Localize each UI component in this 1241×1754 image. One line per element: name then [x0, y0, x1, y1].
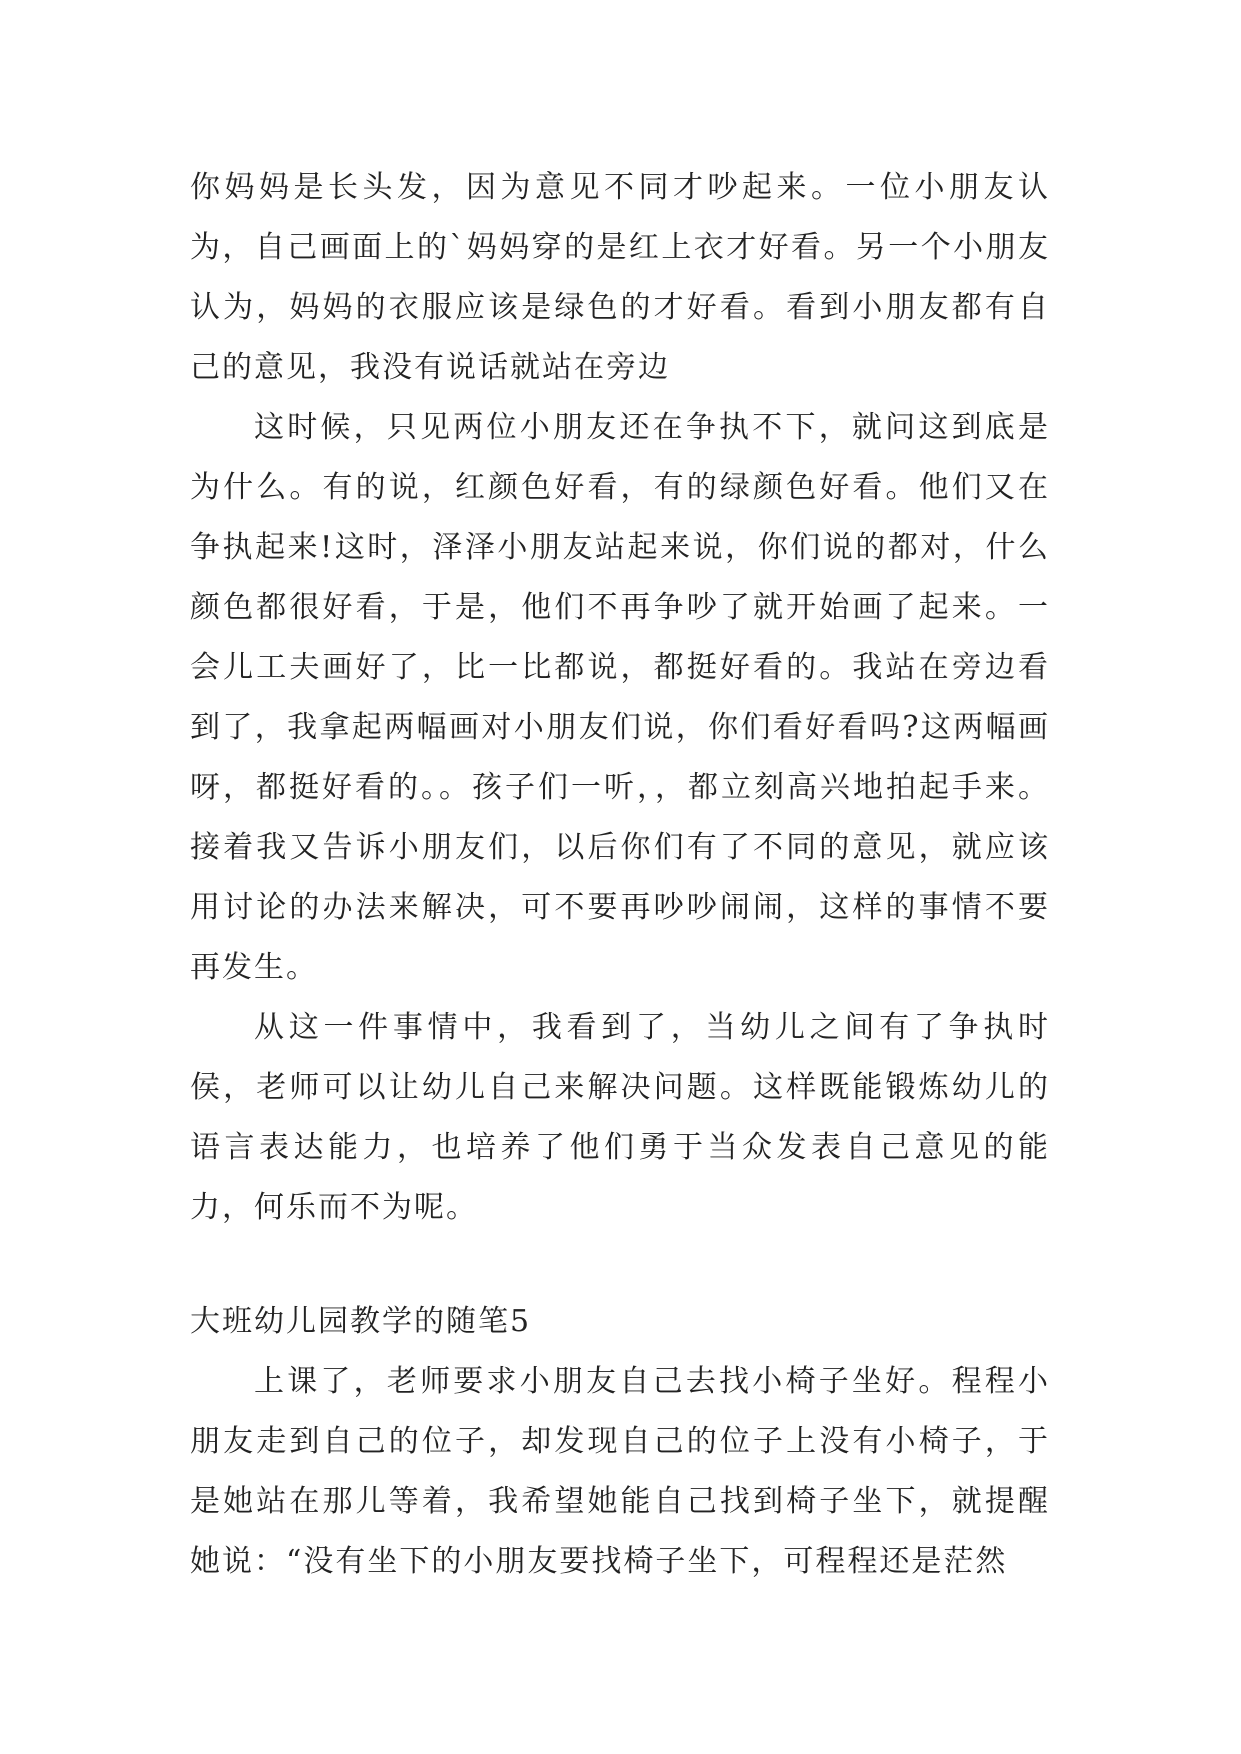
paragraph-continued: 你妈妈是长头发，因为意见不同才吵起来。一位小朋友认为，自己画面上的`妈妈穿的是红上衣才好看。另一个小朋友认为，妈妈的衣服应该是绿色的才好看。看到小朋友都有自己的意见，我没有说话就站在旁边 — [190, 170, 1050, 385]
section-heading: 大班幼儿园教学的随笔5 — [190, 1304, 532, 1339]
paragraph-reflection: 从这一件事情中，我看到了，当幼儿之间有了争执时侯，老师可以让幼儿自己来解决问题。这样既能锻炼幼儿的语言表达能力，也培养了他们勇于当众发表自己意见的能力，何乐而不为呢。 — [190, 1010, 1050, 1225]
document-body — [190, 158, 1050, 1592]
paragraph-chair-story: 上课了，老师要求小朋友自己去找小椅子坐好。程程小朋友走到自己的位子，却发现自己的位子上没有小椅子，于是她站在那儿等着，我希望她能自己找到椅子坐下，就提醒她说：“没有坐下的小朋友要找椅子坐下，可程程还是茫然 — [190, 1364, 1050, 1579]
paragraph-argument: 这时候，只见两位小朋友还在争执不下，就问这到底是为什么。有的说，红颜色好看，有的绿颜色好看。他们又在争执起来!这时，泽泽小朋友站起来说，你们说的都对，什么颜色都很好看，于是，他们不再争吵了就开始画了起来。一会儿工夫画好了，比一比都说，都挺好看的。我站在旁边看到了，我拿起两幅画对小朋友们说，你们看好看吗?这两幅画呀，都挺好看的。。孩子们一听，，都立刻高兴地拍起手来。接着我又告诉小朋友们，以后你们有了不同的意见，就应该用讨论的办法来解决，可不要再吵吵闹闹，这样的事情不要再发生。 — [190, 410, 1050, 985]
